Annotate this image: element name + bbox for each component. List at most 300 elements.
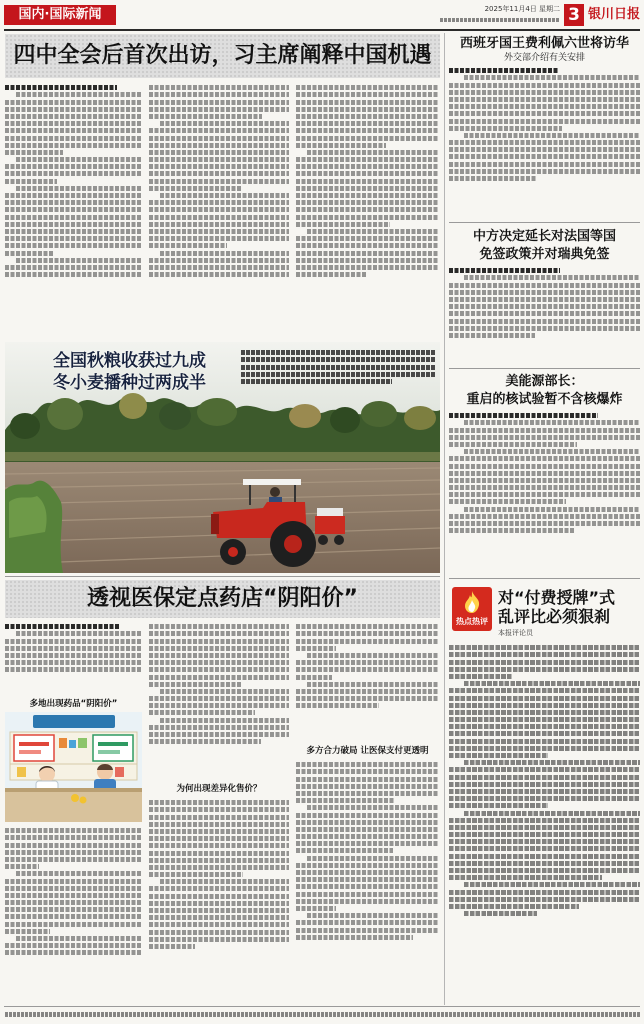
- text-line: [149, 179, 289, 184]
- price-board-left-mark: [19, 742, 49, 746]
- text-line: [296, 935, 413, 940]
- masthead-logo: 银川日报: [588, 7, 641, 22]
- text-line: [5, 243, 142, 248]
- text-line: [440, 18, 560, 22]
- text-line: [5, 272, 142, 277]
- text-line: [449, 796, 640, 801]
- nuclear-story-body: [449, 411, 640, 573]
- text-line: [449, 782, 640, 787]
- spain-story-headline: 西班牙国王费利佩六世将访华: [459, 36, 629, 51]
- text-line: [296, 784, 439, 789]
- feature-body-col-3b: [296, 760, 439, 1004]
- text-line: [5, 200, 142, 205]
- text-line: [296, 179, 439, 184]
- text-line: [149, 710, 255, 715]
- field-edge-grass: [5, 452, 440, 461]
- text-line: [149, 128, 289, 133]
- feature-subhead-2: 为何出现差异化售价？: [176, 784, 262, 794]
- text-line: [5, 886, 142, 891]
- text-line: [307, 682, 439, 687]
- text-line: [296, 920, 439, 925]
- text-line: [149, 725, 289, 730]
- section-label: 国内·国际新闻: [4, 5, 116, 25]
- text-line: [5, 207, 142, 212]
- text-line: [296, 892, 439, 897]
- text-line: [449, 297, 640, 302]
- text-line: [449, 104, 640, 109]
- text-line: [5, 843, 142, 848]
- text-line: [5, 100, 142, 105]
- text-line: [449, 154, 640, 159]
- text-line: [296, 820, 439, 825]
- text-line: [449, 904, 579, 909]
- text-line: [296, 114, 439, 119]
- text-line: [149, 85, 289, 90]
- text-line: [296, 215, 439, 220]
- text-line: [149, 660, 289, 665]
- text-line: [149, 858, 289, 863]
- text-line: [16, 157, 142, 162]
- text-line: [449, 703, 640, 708]
- text-line: [296, 136, 439, 141]
- text-line: [149, 243, 227, 248]
- text-line: [149, 171, 289, 176]
- text-line: [296, 798, 395, 803]
- counter-top: [5, 788, 142, 792]
- tree: [10, 413, 40, 439]
- text-line: [449, 767, 640, 772]
- text-line: [296, 207, 439, 212]
- text-line: [296, 258, 439, 263]
- text-line: [449, 818, 640, 823]
- text-line: [5, 929, 50, 934]
- medicine-box: [17, 767, 26, 777]
- text-line: [296, 121, 439, 126]
- text-line: [449, 688, 640, 693]
- text-line: [149, 739, 261, 744]
- text-line: [149, 272, 289, 277]
- text-line: [5, 215, 142, 220]
- rear-wheel-hub: [284, 535, 302, 553]
- text-line: [449, 268, 560, 273]
- text-line: [449, 897, 640, 902]
- text-line: [449, 652, 640, 657]
- farmer-head: [270, 487, 280, 497]
- feature-subhead-1: 多地出现药品“阴阳价”: [29, 699, 118, 709]
- text-line: [149, 894, 289, 899]
- tractor-canopy: [243, 479, 301, 485]
- text-line: [149, 886, 289, 891]
- text-line: [5, 171, 142, 176]
- text-line: [241, 357, 435, 362]
- text-line: [5, 639, 142, 644]
- text-line: [464, 911, 537, 916]
- feature-headline: 透视医保定点药店“阴阳价”: [5, 580, 440, 618]
- text-line: [464, 681, 640, 686]
- text-line: [296, 667, 439, 672]
- text-line: [16, 871, 142, 876]
- tree: [119, 393, 147, 419]
- text-line: [449, 660, 640, 665]
- feature-body-col-1a: [5, 622, 142, 697]
- story-rule: [449, 222, 640, 223]
- text-line: [449, 97, 640, 102]
- text-line: [449, 717, 640, 722]
- text-line: [449, 413, 598, 418]
- text-line: [16, 186, 142, 191]
- text-line: [449, 645, 640, 650]
- footer-imprint-line: [5, 1010, 640, 1019]
- text-line: [296, 841, 439, 846]
- text-line: [160, 193, 289, 198]
- text-line: [5, 107, 142, 112]
- text-line: [5, 835, 142, 840]
- text-line: [449, 521, 640, 526]
- text-line: [449, 667, 640, 672]
- text-line: [449, 492, 640, 497]
- medicine-box: [115, 767, 124, 777]
- seeder: [315, 516, 345, 534]
- tree: [159, 402, 191, 430]
- text-line: [449, 311, 640, 316]
- text-line: [296, 675, 332, 680]
- tractor-grille: [211, 514, 219, 534]
- text-line: [449, 283, 640, 288]
- visa-story-headline-line-1: 中方决定延长对法国等国: [472, 229, 616, 244]
- text-line: [464, 75, 640, 80]
- text-line: [149, 92, 289, 97]
- text-line: [449, 111, 640, 116]
- text-line: [5, 653, 142, 658]
- text-line: [296, 92, 439, 97]
- text-line: [160, 689, 289, 694]
- text-line: [149, 696, 289, 701]
- text-line: [464, 420, 640, 425]
- text-line: [449, 890, 640, 895]
- text-line: [449, 471, 640, 476]
- text-line: [449, 499, 566, 504]
- visa-story-headline-line-2: 免签政策并对瑞典免签: [479, 247, 610, 262]
- commentary-body: [449, 643, 640, 1004]
- text-line: [5, 907, 142, 912]
- text-line: [149, 922, 289, 927]
- text-line: [149, 732, 289, 737]
- text-line: [296, 251, 439, 256]
- text-line: [449, 68, 558, 73]
- seeder-wheel: [318, 535, 328, 545]
- text-line: [296, 171, 439, 176]
- text-line: [149, 851, 289, 856]
- text-line: [296, 128, 439, 133]
- text-line: [149, 653, 289, 658]
- text-line: [149, 258, 289, 263]
- text-line: [16, 258, 142, 263]
- text-line: [449, 861, 640, 866]
- lead-body-col-3: [296, 83, 439, 339]
- text-line: [149, 646, 289, 651]
- pharmacy-illustration-frame: [5, 712, 142, 822]
- text-line: [241, 379, 392, 384]
- text-line: [449, 710, 640, 715]
- text-line: [5, 893, 142, 898]
- photo-headline-line-2: 冬小麦播种过两成半: [53, 373, 206, 393]
- text-line: [5, 164, 142, 169]
- text-line: [149, 229, 289, 234]
- text-line: [149, 930, 289, 935]
- text-line: [5, 624, 120, 629]
- page-number: 3: [564, 4, 584, 26]
- text-line: [16, 631, 142, 636]
- text-line: [296, 222, 390, 227]
- text-line: [449, 304, 640, 309]
- text-line: [5, 143, 142, 148]
- text-line: [149, 265, 289, 270]
- text-line: [149, 703, 289, 708]
- text-line: [149, 639, 289, 644]
- text-line: [449, 119, 640, 124]
- text-line: [449, 875, 602, 880]
- text-line: [149, 675, 289, 680]
- text-line: [16, 936, 142, 941]
- text-line: [296, 696, 439, 701]
- text-line: [149, 843, 289, 848]
- text-line: [449, 169, 640, 174]
- text-line: [149, 872, 243, 877]
- text-line: [5, 121, 142, 126]
- text-line: [5, 251, 54, 256]
- text-line: [464, 811, 640, 816]
- text-line: [296, 834, 439, 839]
- text-line: [5, 222, 142, 227]
- news-photo: [5, 342, 440, 573]
- text-line: [5, 914, 142, 919]
- medicine-box: [78, 738, 87, 748]
- text-line: [296, 777, 439, 782]
- text-line: [5, 114, 142, 119]
- tree: [404, 406, 436, 430]
- feature-body-col-3a: [296, 622, 439, 744]
- text-line: [296, 265, 439, 270]
- text-line: [449, 126, 562, 131]
- text-line: [149, 682, 241, 687]
- text-line: [449, 696, 640, 701]
- text-line: [296, 848, 393, 853]
- text-line: [296, 769, 439, 774]
- text-line: [241, 350, 435, 355]
- text-line: [160, 879, 289, 884]
- text-line: [449, 846, 640, 851]
- flame-icon: [464, 591, 480, 613]
- text-line: [464, 882, 640, 887]
- text-line: [449, 528, 575, 533]
- tree: [289, 404, 321, 428]
- text-line: [449, 162, 640, 167]
- text-line: [449, 90, 640, 95]
- text-line: [464, 133, 640, 138]
- text-line: [149, 915, 289, 920]
- text-line: [5, 864, 39, 869]
- text-line: [296, 660, 439, 665]
- text-line: [296, 143, 386, 148]
- text-line: [149, 800, 289, 805]
- text-line: [296, 186, 439, 191]
- commentary-byline: 本报评论员: [498, 629, 533, 637]
- text-line: [5, 900, 142, 905]
- text-line: [449, 731, 640, 736]
- text-line: [449, 832, 640, 837]
- lead-body-col-2: [149, 83, 289, 339]
- text-line: [449, 83, 640, 88]
- text-line: [149, 150, 289, 155]
- text-line: [5, 943, 142, 948]
- text-line: [296, 813, 439, 818]
- text-line: [149, 186, 241, 191]
- text-line: [149, 236, 289, 241]
- text-line: [449, 326, 640, 331]
- text-line: [296, 157, 439, 162]
- tree: [330, 407, 360, 433]
- price-board-left-mark: [19, 750, 41, 754]
- text-line: [449, 839, 640, 844]
- store-sign: [33, 715, 115, 728]
- coin: [80, 797, 87, 804]
- story-rule: [449, 368, 640, 369]
- text-line: [296, 236, 439, 241]
- text-line: [464, 507, 640, 512]
- text-line: [449, 140, 640, 145]
- feature-subhead-3: 多方合力破局 让医保支付更透明: [306, 746, 429, 756]
- text-line: [296, 791, 439, 796]
- text-line: [307, 229, 439, 234]
- text-line: [296, 272, 366, 277]
- text-line: [149, 100, 289, 105]
- text-line: [307, 150, 439, 155]
- text-line: [449, 753, 548, 758]
- text-line: [296, 193, 439, 198]
- text-line: [449, 319, 640, 324]
- text-line: [296, 200, 439, 205]
- text-line: [296, 639, 439, 644]
- text-line: [149, 222, 289, 227]
- text-line: [149, 944, 195, 949]
- text-line: [449, 825, 640, 830]
- text-line: [5, 150, 63, 155]
- text-line: [149, 215, 289, 220]
- text-line: [296, 100, 439, 105]
- column-divider: [444, 33, 445, 1005]
- text-line: [449, 868, 640, 873]
- text-line: [296, 899, 439, 904]
- text-line: [449, 775, 640, 780]
- text-line: [241, 372, 435, 377]
- text-line: [5, 193, 142, 198]
- commentary-title-line-1: 对“付费授牌”式: [498, 588, 616, 607]
- text-line: [149, 624, 289, 629]
- text-line: [5, 136, 142, 141]
- text-line: [149, 207, 289, 212]
- coin: [71, 794, 79, 802]
- text-line: [160, 251, 289, 256]
- text-line: [16, 92, 142, 97]
- text-line: [449, 442, 577, 447]
- photo-headline-line-1: 全国秋粮收获过九成: [53, 351, 206, 371]
- hot-comment-badge-label: 热点热评: [456, 617, 488, 626]
- nuclear-story-headline-line-2: 重启的核试验暂不含核爆炸: [466, 392, 623, 407]
- text-line: [307, 913, 439, 918]
- footer-rule: [4, 1006, 640, 1007]
- photo-caption: [241, 348, 435, 396]
- text-line: [296, 870, 439, 875]
- text-line: [296, 884, 439, 889]
- text-line: [149, 908, 289, 913]
- text-line: [449, 333, 535, 338]
- text-line: [464, 449, 640, 454]
- text-line: [160, 121, 289, 126]
- tree: [47, 398, 83, 430]
- text-line: [296, 107, 439, 112]
- issue-date: 2025年11月4日 星期二: [484, 5, 560, 13]
- text-line: [149, 143, 289, 148]
- text-line: [449, 485, 640, 490]
- text-line: [149, 836, 289, 841]
- text-line: [149, 164, 289, 169]
- green-bushes-highlight: [9, 496, 47, 538]
- text-line: [449, 854, 640, 859]
- text-line: [5, 179, 57, 184]
- text-line: [5, 85, 117, 90]
- text-line: [307, 653, 439, 658]
- spain-story-subtitle: 外交部介绍有关安排: [503, 53, 585, 63]
- pharmacy-illustration: [5, 712, 142, 822]
- feature-body-col-1b: [5, 826, 142, 1004]
- text-line: [149, 200, 289, 205]
- text-line: [449, 478, 640, 483]
- text-line: [296, 762, 439, 767]
- nuclear-story-headline-line-1: 美能源部长：: [505, 374, 584, 389]
- header-rule: [4, 29, 640, 31]
- text-line: [5, 879, 142, 884]
- feature-body-col-2a: [149, 622, 289, 782]
- medicine-box: [59, 738, 67, 748]
- text-line: [449, 724, 640, 729]
- lead-headline: 四中全会后首次出访，习主席阐释中国机遇: [5, 34, 440, 78]
- medicine-box: [69, 740, 76, 748]
- text-line: [160, 718, 289, 723]
- story-rule: [449, 578, 640, 579]
- text-line: [149, 667, 289, 672]
- text-line: [149, 865, 289, 870]
- text-line: [296, 631, 439, 636]
- text-line: [449, 674, 512, 679]
- counter: [5, 788, 142, 822]
- text-line: [296, 689, 439, 694]
- text-line: [307, 856, 439, 861]
- text-line: [449, 739, 640, 744]
- canopy-post: [249, 485, 251, 505]
- price-board-right: [93, 735, 133, 761]
- text-line: [5, 850, 142, 855]
- text-line: [149, 136, 289, 141]
- text-line: [449, 176, 537, 181]
- text-line: [5, 857, 142, 862]
- text-line: [5, 828, 142, 833]
- text-line: [149, 807, 289, 812]
- text-line: [296, 863, 439, 868]
- text-line: [149, 829, 289, 834]
- text-line: [149, 157, 289, 162]
- front-wheel-hub: [228, 547, 238, 557]
- text-line: [449, 290, 640, 295]
